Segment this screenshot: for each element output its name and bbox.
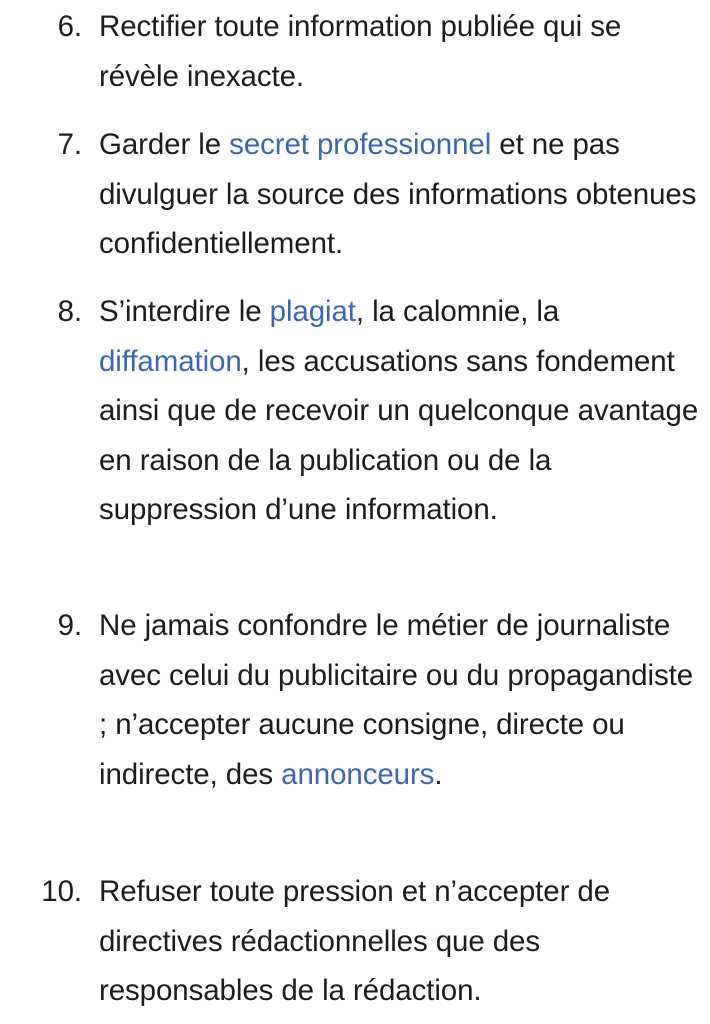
- link-secret-professionnel[interactable]: secret professionnel: [229, 128, 492, 161]
- text-segment: Rectifier toute information publiée qui se révèle inexacte.: [99, 10, 622, 93]
- list-item-text: [99, 120, 699, 269]
- text-segment: , la calomnie, la: [355, 295, 560, 328]
- list-item-text: [99, 287, 699, 535]
- text-segment: Ne jamais confondre le métier de journaliste avec celui du publicitaire ou du propagandiste ; n’accepter aucune consigne, directe ou indirecte, des: [99, 609, 693, 791]
- text-segment: Refuser toute pression et n’accepter de directives rédactionnelles que des responsables de la rédaction.: [99, 875, 611, 1007]
- text-segment: S’interdire le: [99, 295, 270, 328]
- list-item-number: 7.: [57, 128, 82, 161]
- text-segment: Garder le: [99, 128, 230, 161]
- list-item-number: 10.: [41, 875, 82, 908]
- list-item-number: 6.: [57, 10, 82, 43]
- list-item-text: [99, 601, 699, 799]
- link-annonceurs[interactable]: annonceurs: [281, 757, 435, 791]
- link-diffamation[interactable]: diffamation: [99, 344, 242, 378]
- text-segment: et ne pas divulguer la source des informations obtenues confidentiellement.: [99, 128, 697, 260]
- list-item-number: 8.: [57, 295, 82, 328]
- list-item-text: [99, 867, 699, 1016]
- list-item-number: 9.: [57, 609, 82, 642]
- text-segment: , les accusations sans fondement ainsi que de recevoir un quelconque avantage en raison de la publication ou de la suppression d’une information.: [99, 344, 699, 526]
- link-plagiat[interactable]: plagiat: [269, 295, 356, 328]
- text-segment: .: [434, 757, 443, 791]
- list-item-text: [99, 2, 699, 101]
